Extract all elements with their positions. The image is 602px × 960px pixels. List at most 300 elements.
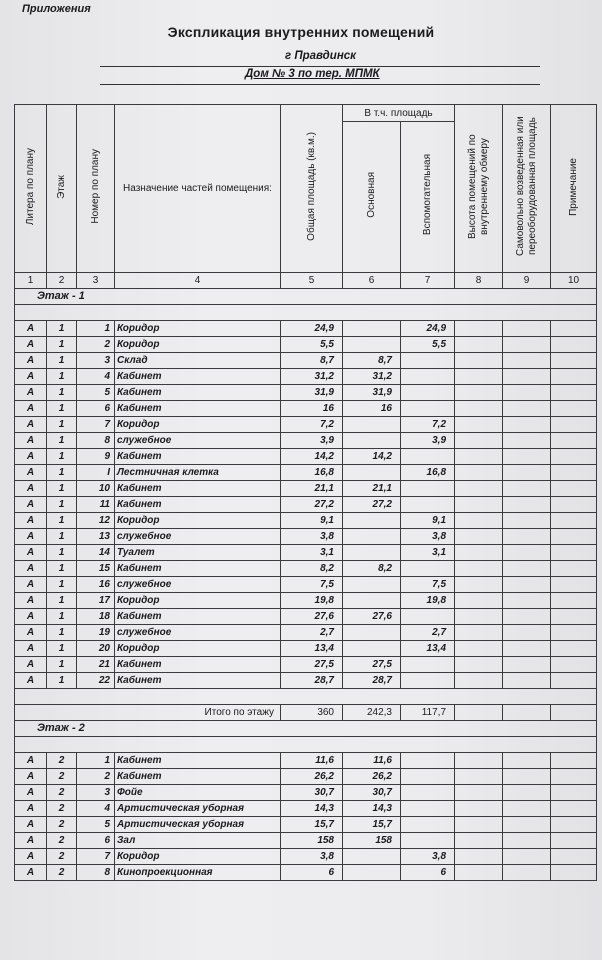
main-area-cell bbox=[343, 545, 401, 561]
empty-cell bbox=[455, 625, 503, 641]
floor-cell: 1 bbox=[47, 545, 77, 561]
main-area-cell: 14,2 bbox=[343, 449, 401, 465]
total-area-cell: 5,5 bbox=[281, 337, 343, 353]
floor-cell: 1 bbox=[47, 369, 77, 385]
col-main-header: Основная bbox=[343, 122, 401, 273]
empty-cell bbox=[551, 497, 597, 513]
empty-cell bbox=[455, 833, 503, 849]
empty-cell bbox=[551, 401, 597, 417]
purpose-cell: Кабинет bbox=[115, 609, 281, 625]
aux-area-cell bbox=[401, 833, 455, 849]
empty-cell bbox=[551, 833, 597, 849]
empty-cell bbox=[551, 369, 597, 385]
empty-cell bbox=[503, 513, 551, 529]
blank-cell bbox=[15, 689, 597, 705]
total-area-cell: 28,7 bbox=[281, 673, 343, 689]
total-area-cell: 14,2 bbox=[281, 449, 343, 465]
table-row bbox=[15, 385, 597, 401]
number-cell: 19 bbox=[77, 625, 115, 641]
number-cell: 17 bbox=[77, 593, 115, 609]
table-row bbox=[15, 353, 597, 369]
main-area-cell: 28,7 bbox=[343, 673, 401, 689]
empty-cell bbox=[503, 401, 551, 417]
column-number: 8 bbox=[455, 273, 503, 289]
aux-area-cell bbox=[401, 497, 455, 513]
litera-cell: А bbox=[15, 641, 47, 657]
main-area-cell bbox=[343, 321, 401, 337]
empty-cell bbox=[551, 513, 597, 529]
litera-cell: А bbox=[15, 769, 47, 785]
col-litera-header: Литера по плану bbox=[15, 105, 47, 273]
number-cell: 22 bbox=[77, 673, 115, 689]
table-row bbox=[15, 321, 597, 337]
main-area-cell: 11,6 bbox=[343, 753, 401, 769]
table-row bbox=[15, 369, 597, 385]
litera-cell: А bbox=[15, 385, 47, 401]
total-area-cell: 3,8 bbox=[281, 849, 343, 865]
empty-cell bbox=[551, 641, 597, 657]
litera-cell: А bbox=[15, 865, 47, 881]
main-area-cell bbox=[343, 529, 401, 545]
total-area-cell: 15,7 bbox=[281, 817, 343, 833]
empty-cell bbox=[503, 337, 551, 353]
empty-cell bbox=[551, 353, 597, 369]
table-row bbox=[15, 561, 597, 577]
main-area-cell: 15,7 bbox=[343, 817, 401, 833]
main-area-cell: 27,6 bbox=[343, 609, 401, 625]
floor-total-row bbox=[15, 705, 597, 721]
aux-area-cell bbox=[401, 753, 455, 769]
empty-cell bbox=[455, 449, 503, 465]
empty-cell bbox=[503, 465, 551, 481]
floor-cell: 1 bbox=[47, 449, 77, 465]
purpose-cell: Кабинет bbox=[115, 561, 281, 577]
empty-cell bbox=[455, 641, 503, 657]
empty-cell bbox=[503, 833, 551, 849]
floor-cell: 1 bbox=[47, 657, 77, 673]
purpose-cell: Коридор bbox=[115, 513, 281, 529]
litera-cell: А bbox=[15, 657, 47, 673]
number-cell: 3 bbox=[77, 353, 115, 369]
purpose-cell: Кинопроекционная bbox=[115, 865, 281, 881]
empty-cell bbox=[503, 321, 551, 337]
number-cell: 8 bbox=[77, 433, 115, 449]
col-floor-header: Этаж bbox=[47, 105, 77, 273]
empty-cell bbox=[455, 353, 503, 369]
empty-cell bbox=[503, 545, 551, 561]
number-cell: 21 bbox=[77, 657, 115, 673]
house-underline bbox=[100, 84, 540, 85]
purpose-cell: служебное bbox=[115, 433, 281, 449]
purpose-cell: Лестничная клетка bbox=[115, 465, 281, 481]
main-area-cell bbox=[343, 849, 401, 865]
number-cell: 11 bbox=[77, 497, 115, 513]
main-area-cell: 30,7 bbox=[343, 785, 401, 801]
table-row bbox=[15, 641, 597, 657]
empty-cell bbox=[551, 321, 597, 337]
empty-cell bbox=[551, 417, 597, 433]
city-label: г Правдинск bbox=[285, 50, 356, 62]
litera-cell: А bbox=[15, 513, 47, 529]
empty-cell bbox=[455, 865, 503, 881]
col-total-area-header: Общая площадь (кв.м.) bbox=[281, 105, 343, 273]
empty-cell bbox=[551, 545, 597, 561]
floor-cell: 1 bbox=[47, 337, 77, 353]
main-area-cell bbox=[343, 433, 401, 449]
total-area-cell: 9,1 bbox=[281, 513, 343, 529]
empty-cell bbox=[551, 865, 597, 881]
number-cell: 1 bbox=[77, 753, 115, 769]
empty-cell bbox=[503, 753, 551, 769]
litera-cell: А bbox=[15, 401, 47, 417]
header-row bbox=[15, 105, 597, 122]
floor-cell: 2 bbox=[47, 785, 77, 801]
empty-cell bbox=[551, 801, 597, 817]
purpose-cell: Кабинет bbox=[115, 369, 281, 385]
aux-area-cell bbox=[401, 385, 455, 401]
table-row bbox=[15, 593, 597, 609]
litera-cell: А bbox=[15, 753, 47, 769]
litera-cell: А bbox=[15, 801, 47, 817]
empty-cell bbox=[455, 769, 503, 785]
main-area-cell: 31,9 bbox=[343, 385, 401, 401]
aux-area-cell: 3,1 bbox=[401, 545, 455, 561]
main-area-cell bbox=[343, 593, 401, 609]
number-cell: 20 bbox=[77, 641, 115, 657]
number-cell: 9 bbox=[77, 449, 115, 465]
blank-row bbox=[15, 689, 597, 705]
table-row bbox=[15, 513, 597, 529]
column-number: 1 bbox=[15, 273, 47, 289]
litera-cell: А bbox=[15, 561, 47, 577]
empty-cell bbox=[503, 641, 551, 657]
aux-area-cell bbox=[401, 817, 455, 833]
floor-cell: 1 bbox=[47, 497, 77, 513]
table-row bbox=[15, 433, 597, 449]
empty-cell bbox=[503, 353, 551, 369]
floor-cell: 2 bbox=[47, 865, 77, 881]
litera-cell: А bbox=[15, 545, 47, 561]
empty-cell bbox=[455, 401, 503, 417]
main-area-cell: 8,2 bbox=[343, 561, 401, 577]
number-cell: 10 bbox=[77, 481, 115, 497]
empty-cell bbox=[455, 849, 503, 865]
total-area-cell: 158 bbox=[281, 833, 343, 849]
litera-cell: А bbox=[15, 369, 47, 385]
aux-area-cell: 3,9 bbox=[401, 433, 455, 449]
total-area-cell: 31,2 bbox=[281, 369, 343, 385]
total-area-cell: 13,4 bbox=[281, 641, 343, 657]
total-area-cell: 2,7 bbox=[281, 625, 343, 641]
col-note-header: Примечание bbox=[551, 105, 597, 273]
empty-cell bbox=[455, 609, 503, 625]
main-area-cell bbox=[343, 417, 401, 433]
litera-cell: А bbox=[15, 593, 47, 609]
empty-cell bbox=[455, 577, 503, 593]
empty-cell bbox=[503, 769, 551, 785]
table-row bbox=[15, 417, 597, 433]
litera-cell: А bbox=[15, 465, 47, 481]
total-area-cell: 19,8 bbox=[281, 593, 343, 609]
empty-cell bbox=[503, 593, 551, 609]
total-area-cell: 16 bbox=[281, 401, 343, 417]
purpose-cell: служебное bbox=[115, 625, 281, 641]
litera-cell: А bbox=[15, 321, 47, 337]
empty-cell bbox=[503, 481, 551, 497]
empty-cell bbox=[551, 561, 597, 577]
empty-cell bbox=[551, 673, 597, 689]
litera-cell: А bbox=[15, 577, 47, 593]
main-area-cell: 27,2 bbox=[343, 497, 401, 513]
empty-cell bbox=[503, 865, 551, 881]
main-area-cell: 21,1 bbox=[343, 481, 401, 497]
floor-cell: 1 bbox=[47, 481, 77, 497]
litera-cell: А bbox=[15, 609, 47, 625]
empty-cell bbox=[455, 369, 503, 385]
floor-heading: Этаж - 1 bbox=[15, 289, 597, 305]
floor-cell: 1 bbox=[47, 593, 77, 609]
total-area-cell: 21,1 bbox=[281, 481, 343, 497]
aux-area-cell: 13,4 bbox=[401, 641, 455, 657]
litera-cell: А bbox=[15, 497, 47, 513]
empty-cell bbox=[503, 609, 551, 625]
empty-cell bbox=[455, 417, 503, 433]
empty-cell bbox=[551, 529, 597, 545]
table-row bbox=[15, 465, 597, 481]
litera-cell: А bbox=[15, 433, 47, 449]
empty-cell bbox=[551, 705, 597, 721]
number-cell: 5 bbox=[77, 817, 115, 833]
total-area-cell: 7,2 bbox=[281, 417, 343, 433]
empty-cell bbox=[503, 449, 551, 465]
empty-cell bbox=[503, 801, 551, 817]
main-area-cell: 14,3 bbox=[343, 801, 401, 817]
col-height-header: Высота помещений по внутреннему обмеру bbox=[455, 105, 503, 273]
aux-area-cell bbox=[401, 561, 455, 577]
empty-cell bbox=[503, 417, 551, 433]
total-area-cell: 3,9 bbox=[281, 433, 343, 449]
floor-heading-row bbox=[15, 721, 597, 737]
empty-cell bbox=[503, 785, 551, 801]
aux-area-cell: 16,8 bbox=[401, 465, 455, 481]
col-self-built-header: Самовольно возведенная или переоборудованная площадь bbox=[503, 105, 551, 273]
main-area-cell: 27,5 bbox=[343, 657, 401, 673]
empty-cell bbox=[455, 545, 503, 561]
number-cell: 2 bbox=[77, 337, 115, 353]
total-area-cell: 27,2 bbox=[281, 497, 343, 513]
floor-cell: 1 bbox=[47, 321, 77, 337]
aux-area-cell bbox=[401, 769, 455, 785]
col-aux-header: Вспомогательная bbox=[401, 122, 455, 273]
table-row bbox=[15, 785, 597, 801]
floor-cell: 1 bbox=[47, 433, 77, 449]
purpose-cell: Кабинет bbox=[115, 449, 281, 465]
litera-cell: А bbox=[15, 849, 47, 865]
blank-row bbox=[15, 737, 597, 753]
number-cell: 14 bbox=[77, 545, 115, 561]
empty-cell bbox=[455, 337, 503, 353]
purpose-cell: Фойе bbox=[115, 785, 281, 801]
aux-area-cell: 7,5 bbox=[401, 577, 455, 593]
aux-area-cell bbox=[401, 657, 455, 673]
litera-cell: А bbox=[15, 673, 47, 689]
floor-cell: 1 bbox=[47, 625, 77, 641]
aux-area-cell: 19,8 bbox=[401, 593, 455, 609]
empty-cell bbox=[551, 577, 597, 593]
total-area-cell: 24,9 bbox=[281, 321, 343, 337]
empty-cell bbox=[503, 577, 551, 593]
main-area-cell bbox=[343, 337, 401, 353]
table-row bbox=[15, 529, 597, 545]
total-area-cell: 26,2 bbox=[281, 769, 343, 785]
column-number: 2 bbox=[47, 273, 77, 289]
col-number-header: Номер по плану bbox=[77, 105, 115, 273]
blank-row bbox=[15, 305, 597, 321]
number-cell: 16 bbox=[77, 577, 115, 593]
col-including-header: В т.ч. площадь bbox=[343, 105, 455, 122]
empty-cell bbox=[503, 625, 551, 641]
table-row bbox=[15, 673, 597, 689]
column-number: 5 bbox=[281, 273, 343, 289]
number-cell: 6 bbox=[77, 401, 115, 417]
purpose-cell: служебное bbox=[115, 577, 281, 593]
empty-cell bbox=[455, 513, 503, 529]
main-area-cell: 26,2 bbox=[343, 769, 401, 785]
purpose-cell: Кабинет bbox=[115, 753, 281, 769]
appendix-label: Приложения bbox=[22, 3, 91, 15]
empty-cell bbox=[503, 529, 551, 545]
main-area-cell bbox=[343, 465, 401, 481]
litera-cell: А bbox=[15, 785, 47, 801]
empty-cell bbox=[455, 465, 503, 481]
main-area-cell: 158 bbox=[343, 833, 401, 849]
empty-cell bbox=[503, 497, 551, 513]
main-area-cell: 8,7 bbox=[343, 353, 401, 369]
table-row bbox=[15, 849, 597, 865]
main-area-cell bbox=[343, 865, 401, 881]
document-title: Экспликация внутренних помещений bbox=[167, 24, 435, 40]
aux-area-cell bbox=[401, 369, 455, 385]
empty-cell bbox=[455, 753, 503, 769]
empty-cell bbox=[455, 593, 503, 609]
aux-area-cell: 3,8 bbox=[401, 849, 455, 865]
total-area-cell: 3,1 bbox=[281, 545, 343, 561]
main-area-cell bbox=[343, 625, 401, 641]
aux-area-cell: 2,7 bbox=[401, 625, 455, 641]
litera-cell: А bbox=[15, 833, 47, 849]
blank-cell bbox=[15, 305, 597, 321]
floor-cell: 1 bbox=[47, 641, 77, 657]
litera-cell: А bbox=[15, 417, 47, 433]
number-cell: 7 bbox=[77, 417, 115, 433]
purpose-cell: Коридор bbox=[115, 849, 281, 865]
aux-area-cell bbox=[401, 673, 455, 689]
empty-cell bbox=[551, 449, 597, 465]
number-cell: 12 bbox=[77, 513, 115, 529]
empty-cell bbox=[455, 657, 503, 673]
empty-cell bbox=[503, 849, 551, 865]
purpose-cell: Коридор bbox=[115, 337, 281, 353]
number-cell: 7 bbox=[77, 849, 115, 865]
total-area-cell: 11,6 bbox=[281, 753, 343, 769]
table-row bbox=[15, 401, 597, 417]
floor-cell: 1 bbox=[47, 561, 77, 577]
litera-cell: А bbox=[15, 625, 47, 641]
number-cell: 15 bbox=[77, 561, 115, 577]
litera-cell: А bbox=[15, 337, 47, 353]
empty-cell bbox=[455, 321, 503, 337]
empty-cell bbox=[551, 433, 597, 449]
empty-cell bbox=[503, 673, 551, 689]
total-value: 360 bbox=[281, 705, 343, 721]
empty-cell bbox=[455, 705, 503, 721]
col-purpose-header: Назначение частей помещения: bbox=[115, 105, 281, 273]
purpose-cell: Кабинет bbox=[115, 673, 281, 689]
table-row bbox=[15, 449, 597, 465]
empty-cell bbox=[503, 705, 551, 721]
column-number: 10 bbox=[551, 273, 597, 289]
empty-cell bbox=[551, 817, 597, 833]
main-area-cell: 16 bbox=[343, 401, 401, 417]
litera-cell: А bbox=[15, 529, 47, 545]
total-area-cell: 16,8 bbox=[281, 465, 343, 481]
total-area-cell: 27,6 bbox=[281, 609, 343, 625]
floor-cell: 2 bbox=[47, 849, 77, 865]
empty-cell bbox=[551, 753, 597, 769]
purpose-cell: Кабинет bbox=[115, 769, 281, 785]
floor-cell: 1 bbox=[47, 401, 77, 417]
aux-area-cell: 5,5 bbox=[401, 337, 455, 353]
floor-cell: 2 bbox=[47, 801, 77, 817]
purpose-cell: Коридор bbox=[115, 321, 281, 337]
aux-area-cell: 3,8 bbox=[401, 529, 455, 545]
column-number: 3 bbox=[77, 273, 115, 289]
number-cell: 2 bbox=[77, 769, 115, 785]
purpose-cell: Коридор bbox=[115, 641, 281, 657]
main-area-cell bbox=[343, 513, 401, 529]
table-row bbox=[15, 481, 597, 497]
main-area-cell: 31,2 bbox=[343, 369, 401, 385]
litera-cell: А bbox=[15, 449, 47, 465]
purpose-cell: Коридор bbox=[115, 593, 281, 609]
empty-cell bbox=[551, 481, 597, 497]
number-cell: 3 bbox=[77, 785, 115, 801]
empty-cell bbox=[455, 801, 503, 817]
aux-area-cell: 7,2 bbox=[401, 417, 455, 433]
total-label: Итого по этажу bbox=[15, 705, 281, 721]
number-cell: 13 bbox=[77, 529, 115, 545]
total-aux-value: 117,7 bbox=[401, 705, 455, 721]
aux-area-cell bbox=[401, 801, 455, 817]
empty-cell bbox=[503, 433, 551, 449]
table-row bbox=[15, 753, 597, 769]
floor-cell: 1 bbox=[47, 417, 77, 433]
total-area-cell: 3,8 bbox=[281, 529, 343, 545]
litera-cell: А bbox=[15, 817, 47, 833]
purpose-cell: Артистическая уборная bbox=[115, 801, 281, 817]
empty-cell bbox=[455, 433, 503, 449]
table-row bbox=[15, 625, 597, 641]
total-area-cell: 6 bbox=[281, 865, 343, 881]
table-row bbox=[15, 817, 597, 833]
aux-area-cell: 9,1 bbox=[401, 513, 455, 529]
table-row bbox=[15, 865, 597, 881]
floor-heading-row bbox=[15, 289, 597, 305]
empty-cell bbox=[551, 385, 597, 401]
empty-cell bbox=[503, 817, 551, 833]
empty-cell bbox=[455, 673, 503, 689]
floor-cell: 2 bbox=[47, 753, 77, 769]
